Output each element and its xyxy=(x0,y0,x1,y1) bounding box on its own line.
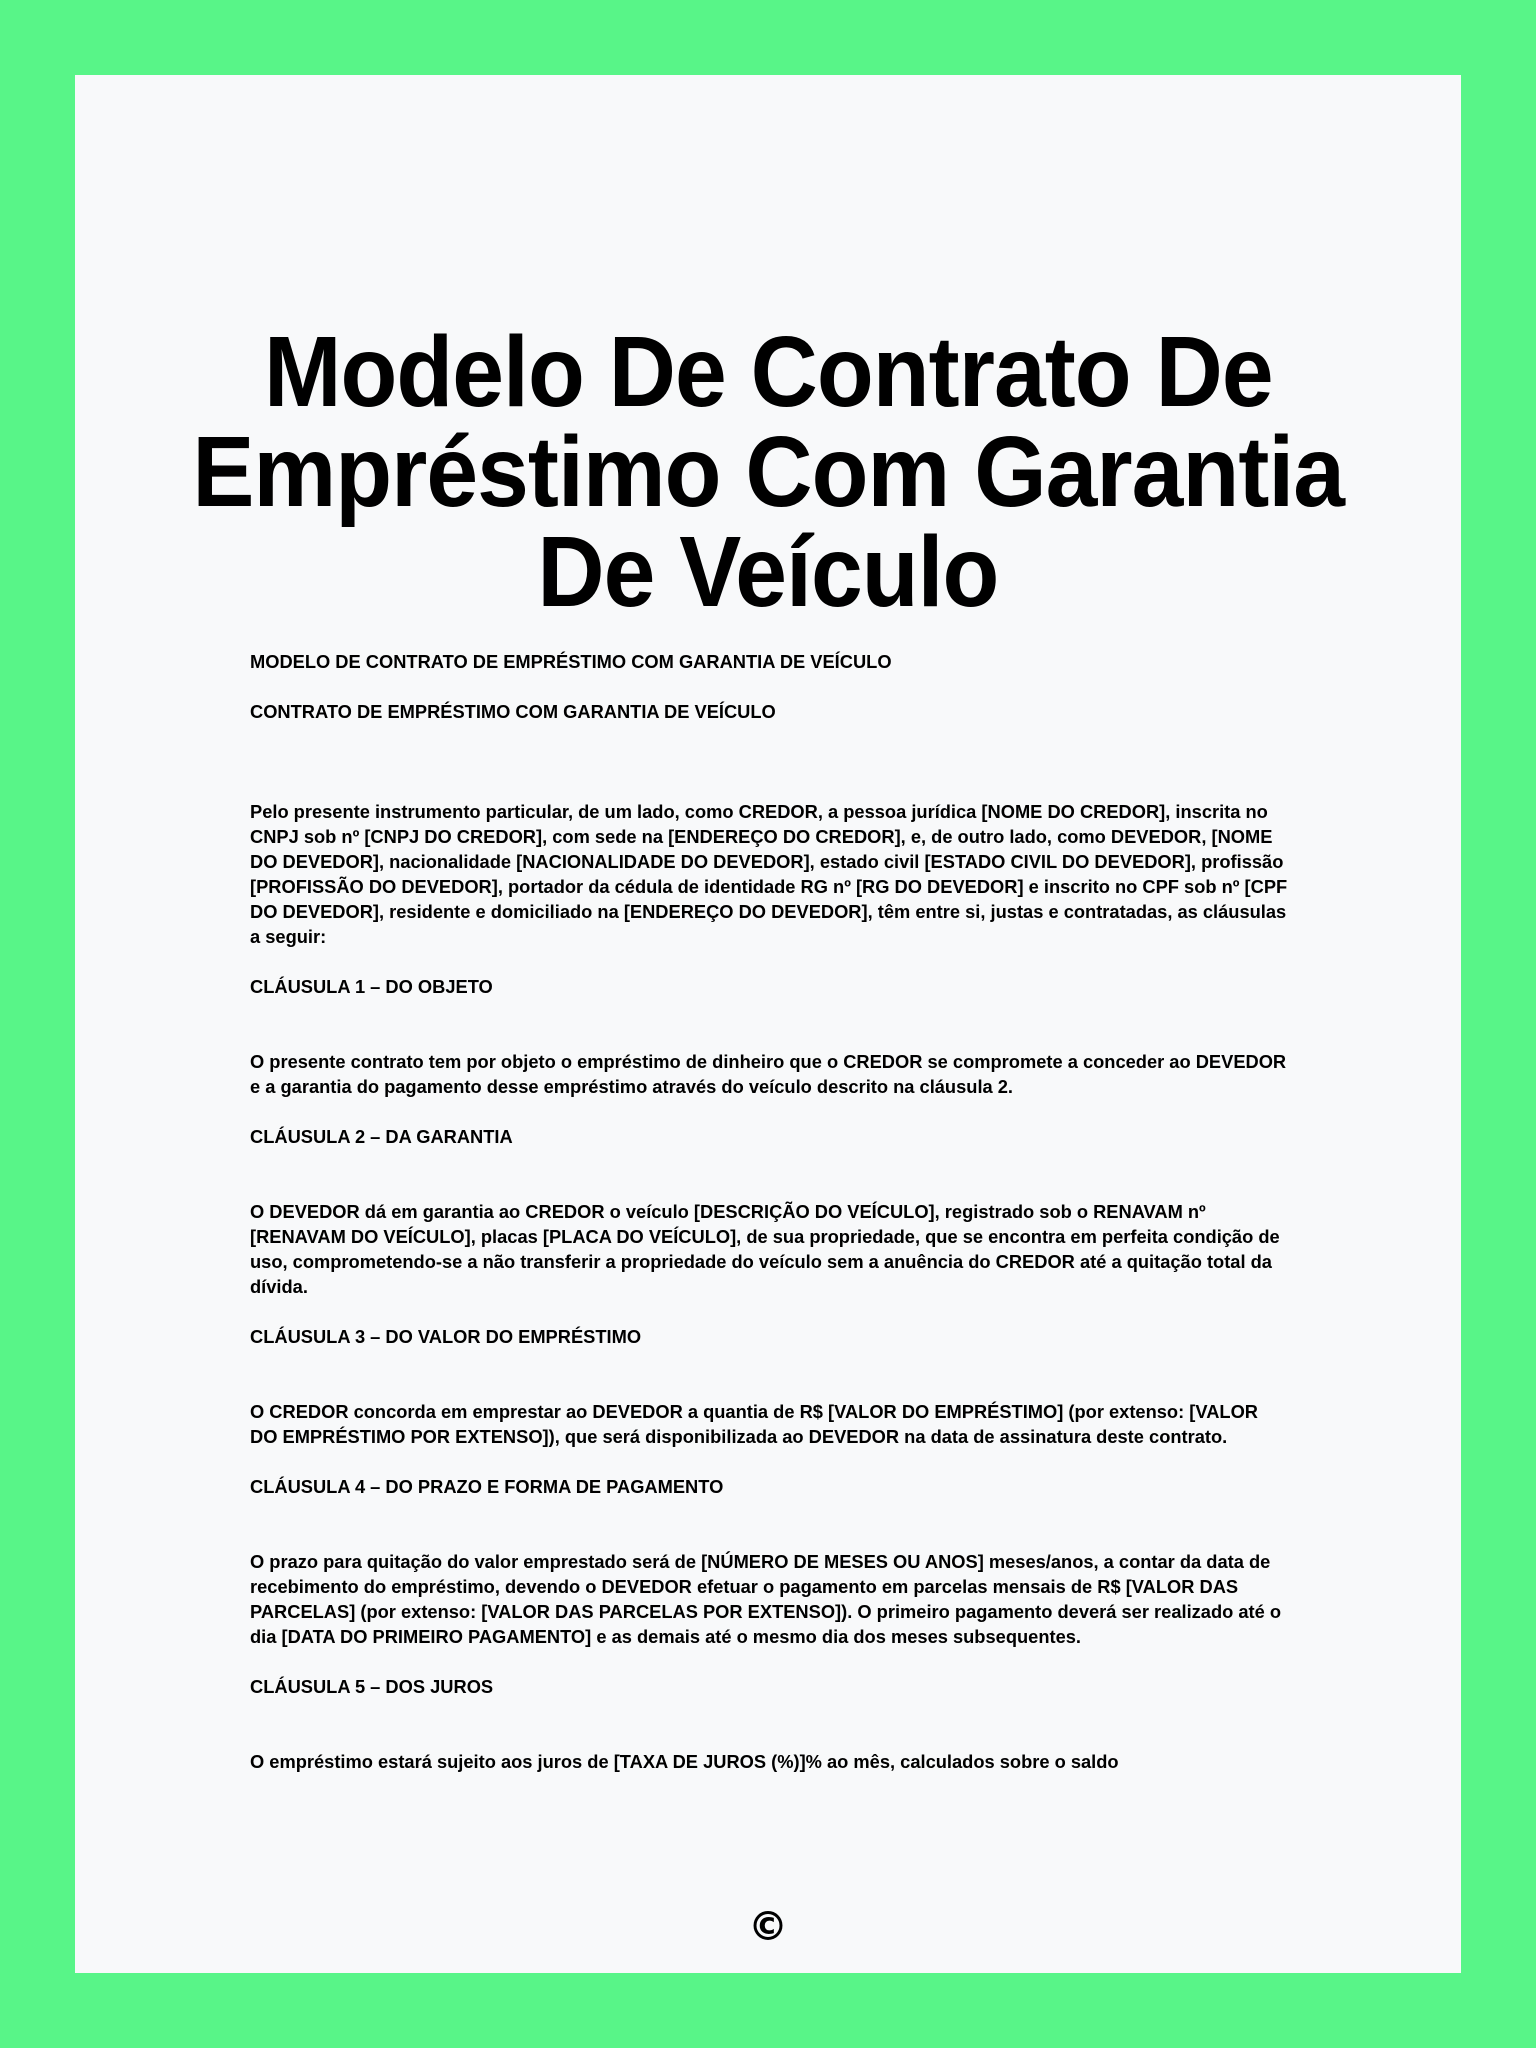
clause-2-heading: CLÁUSULA 2 – DA GARANTIA xyxy=(250,1126,513,1147)
title-line-3: De Veículo xyxy=(537,516,999,628)
clause-1-text: O presente contrato tem por objeto o empréstimo de dinheiro que o CREDOR se compromete a conceder ao DEVEDOR e a garantia do pagamento desse empréstimo através do veículo descrito na cláusula 2. xyxy=(250,1051,1287,1097)
contract-preamble: Pelo presente instrumento particular, de um lado, como CREDOR, a pessoa jurídica [NOME DO CREDOR], inscrita no CNPJ sob nº [CNPJ DO CREDOR], com sede na [ENDEREÇO DO CREDOR], e, de outro lado, como DEVEDOR, [NOME DO DEVEDOR], nacionalidade [NACIONALIDADE DO DEVEDOR], estado civil [ESTADO CIVIL DO DEVEDOR], profissão [PROFISSÃO DO DEVEDOR], portador da cédula de identidade RG nº [RG DO DEVEDOR] e inscrito no CPF sob nº [CPF DO DEVEDOR], residente e domiciliado na [ENDEREÇO DO DEVEDOR], têm entre si, justas e contratadas, as cláusulas a seguir: xyxy=(250,801,1288,947)
clause-3-text: O CREDOR concorda em emprestar ao DEVEDOR a quantia de R$ [VALOR DO EMPRÉSTIMO] (por extenso: [VALOR DO EMPRÉSTIMO POR EXTENSO]), que será disponibilizada ao DEVEDOR na data de assinatura deste contrato. xyxy=(250,1401,1258,1447)
contract-sub-heading: CONTRATO DE EMPRÉSTIMO COM GARANTIA DE VEÍCULO xyxy=(250,701,776,722)
clause-5-text: O empréstimo estará sujeito aos juros de [TAXA DE JUROS (%)]% ao mês, calculados sobre o saldo xyxy=(250,1751,1119,1772)
title-line-2: Empréstimo Com Garantia xyxy=(192,416,1344,528)
document-page xyxy=(75,75,1461,1973)
clause-4-text: O prazo para quitação do valor emprestado será de [NÚMERO DE MESES OU ANOS] meses/anos, a contar da data de recebimento do empréstimo, devendo o DEVEDOR efetuar o pagamento em parcelas mensais de R$ [VALOR DAS PARCELAS] (por extenso: [VALOR DAS PARCELAS POR EXTENSO]). O primeiro pagamento deverá ser realizado até o dia [DATA DO PRIMEIRO PAGAMENTO] e as demais até o mesmo dia dos meses subsequentes. xyxy=(250,1551,1282,1647)
clause-3-heading: CLÁUSULA 3 – DO VALOR DO EMPRÉSTIMO xyxy=(250,1326,642,1347)
clause-4-heading: CLÁUSULA 4 – DO PRAZO E FORMA DE PAGAMENTO xyxy=(250,1476,724,1497)
clause-2-text: O DEVEDOR dá em garantia ao CREDOR o veículo [DESCRIÇÃO DO VEÍCULO], registrado sob o RENAVAM nº [RENAVAM DO VEÍCULO], placas [PLACA DO VEÍCULO], de sua propriedade, que se encontra em perfeita condição de uso, comprometendo-se a não transferir a propriedade do veículo sem a anuência do CREDOR até a quitação total da dívida. xyxy=(250,1201,1280,1297)
copyright-icon: © xyxy=(748,1904,788,1950)
clause-1-heading: CLÁUSULA 1 – DO OBJETO xyxy=(250,976,493,997)
title-line-1: Modelo De Contrato De xyxy=(263,316,1273,428)
contract-main-heading: MODELO DE CONTRATO DE EMPRÉSTIMO COM GARANTIA DE VEÍCULO xyxy=(250,651,892,672)
page-title xyxy=(75,316,1461,628)
clause-5-heading: CLÁUSULA 5 – DOS JUROS xyxy=(250,1676,494,1697)
contract-body xyxy=(250,649,1290,1774)
